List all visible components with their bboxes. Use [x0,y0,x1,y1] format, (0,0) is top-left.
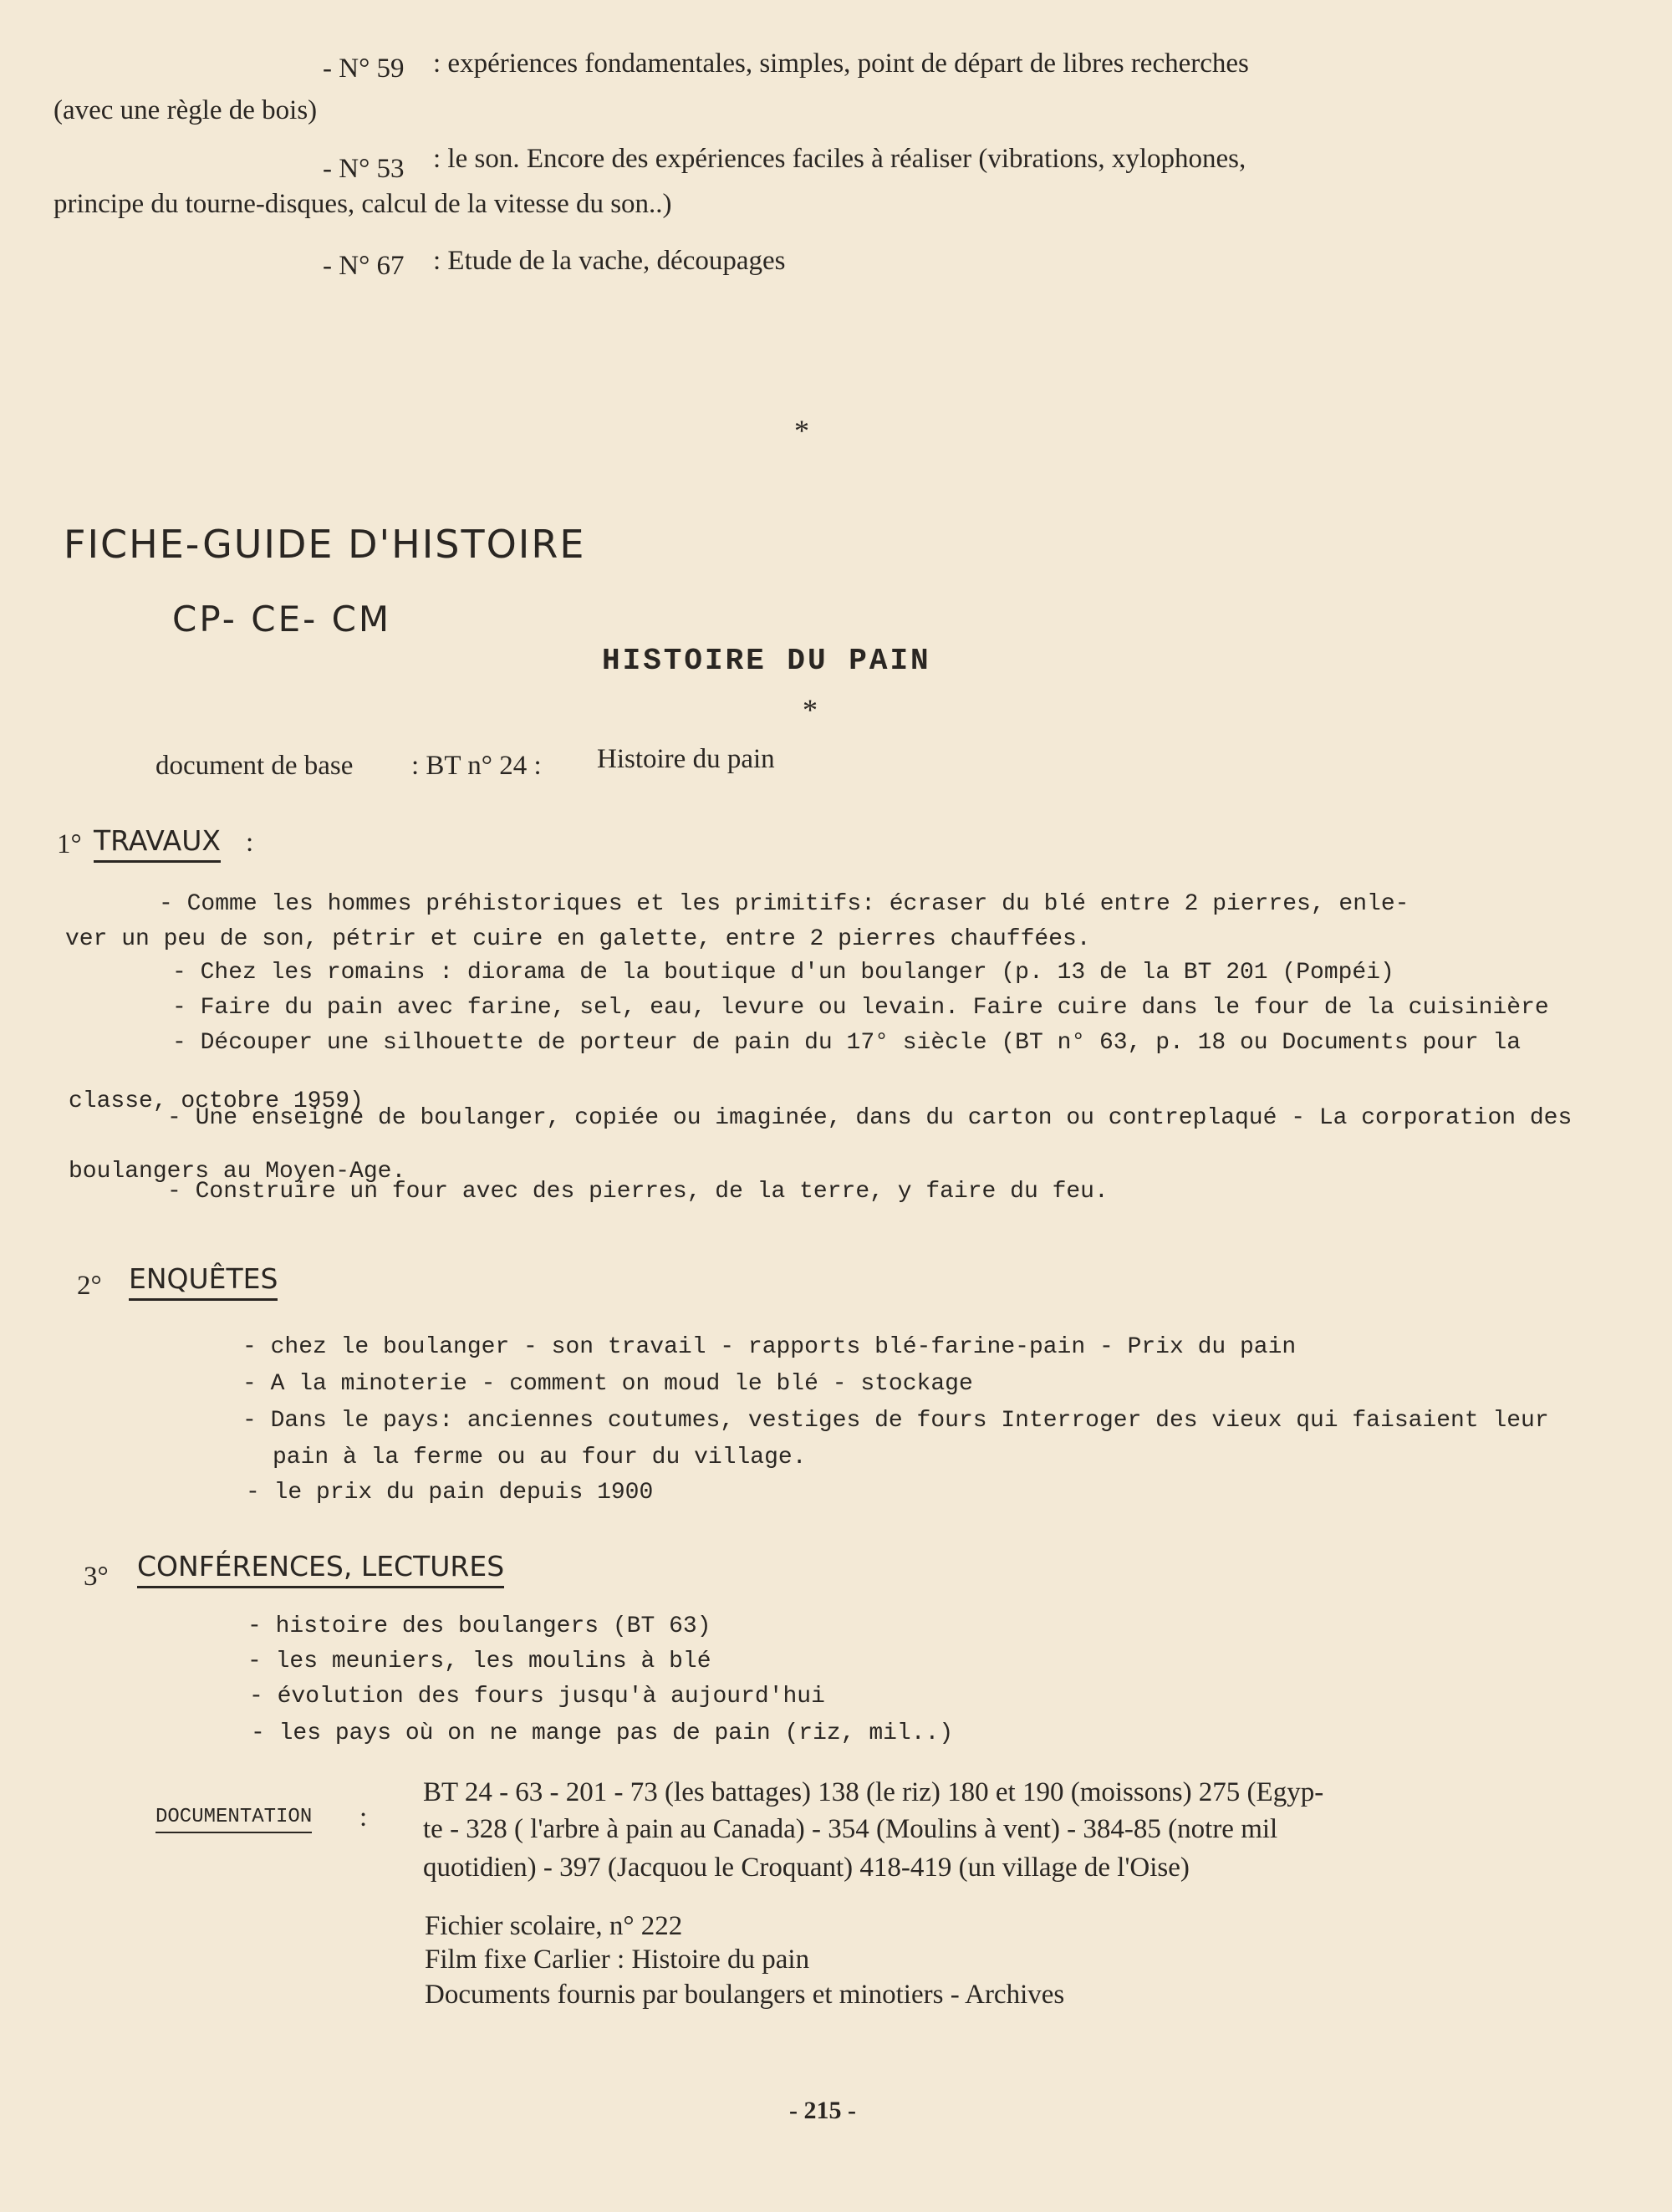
travaux-line: classe, octobre 1959) [69,1088,364,1114]
travaux-line: - Comme les hommes préhistoriques et les primitifs: écraser du blé entre 2 pierres, enle- [159,891,1409,917]
separator-star: * [794,414,809,447]
base-document-ref: : BT n° 24 : [411,751,542,781]
item-67-num: - N° 67 [323,251,405,281]
enquetes-line: - le prix du pain depuis 1900 [246,1480,654,1506]
enquetes-line: - A la minoterie - comment on moud le blé - stockage [242,1371,973,1397]
section-travaux-suffix: : [246,828,254,858]
section-enquetes-heading: ENQUÊTES [129,1262,278,1301]
item-59-num: - N° 59 [323,54,405,84]
item-53-cont: principe du tourne-disques, calcul de la vitesse du son..) [54,189,672,219]
conferences-line: - les pays où on ne mange pas de pain (riz, mil..) [251,1720,954,1746]
item-67-text: : Etude de la vache, découpages [433,246,786,276]
main-title: HISTOIRE DU PAIN [602,644,931,678]
base-document-label: document de base [155,751,354,781]
section-travaux-num: 1° [57,829,82,859]
conferences-line: - histoire des boulangers (BT 63) [247,1613,711,1639]
documentation-line: quotidien) - 397 (Jacquou le Croquant) 418-419 (un village de l'Oise) [423,1853,1190,1883]
section-conferences-num: 3° [84,1562,109,1592]
documentation-line: te - 328 ( l'arbre à pain au Canada) - 354 (Moulins à vent) - 384-85 (notre mil [423,1814,1278,1844]
documentation-line: Documents fournis par boulangers et minotiers - Archives [425,1980,1065,2010]
item-53-num: - N° 53 [323,154,405,184]
item-59-cont: (avec une règle de bois) [54,95,318,125]
section-travaux-heading: TRAVAUX [94,824,221,863]
conferences-line: - les meuniers, les moulins à blé [247,1649,711,1674]
section-conferences-heading: CONFÉRENCES, LECTURES [137,1550,504,1588]
conferences-line: - évolution des fours jusqu'à aujourd'hui [249,1684,825,1710]
fiche-title: FICHE-GUIDE D'HISTOIRE [64,522,586,567]
documentation-line: BT 24 - 63 - 201 - 73 (les battages) 138 (le riz) 180 et 190 (moissons) 275 (Egyp- [423,1777,1324,1807]
item-53-text: : le son. Encore des expériences faciles à réaliser (vibrations, xylophones, [433,144,1246,174]
travaux-line: - Une enseigne de boulanger, copiée ou imaginée, dans du carton ou contreplaqué - La corporation des [167,1105,1573,1131]
enquetes-line: pain à la ferme ou au four du village. [273,1445,807,1470]
travaux-line: - Découper une silhouette de porteur de pain du 17° siècle (BT n° 63, p. 18 ou Documents pour la [172,1030,1522,1056]
travaux-line: - Faire du pain avec farine, sel, eau, levure ou levain. Faire cuire dans le four de la cuisinière [172,995,1549,1021]
base-document-title: Histoire du pain [597,744,775,774]
enquetes-line: - Dans le pays: anciennes coutumes, vestiges de fours Interroger des vieux qui faisaient leur [242,1408,1549,1434]
page-number: - 215 - [789,2097,856,2124]
section-enquetes-num: 2° [77,1271,102,1301]
travaux-line: ver un peu de son, pétrir et cuire en galette, entre 2 pierres chauffées. [65,926,1091,952]
travaux-line: boulangers au Moyen-Age. [69,1159,406,1185]
title-star: * [803,693,818,726]
item-59-text: : expériences fondamentales, simples, point de départ de libres recherches [433,48,1249,79]
documentation-label: DOCUMENTATION [155,1806,312,1833]
documentation-colon: : [359,1802,368,1832]
documentation-line: Film fixe Carlier : Histoire du pain [425,1944,810,1975]
documentation-line: Fichier scolaire, n° 222 [425,1911,683,1941]
travaux-line: - Chez les romains : diorama de la boutique d'un boulanger (p. 13 de la BT 201 (Pompéi) [172,960,1394,986]
travaux-line: - Construire un four avec des pierres, de la terre, y faire du feu. [167,1179,1109,1205]
fiche-levels: CP- CE- CM [172,599,392,640]
enquetes-line: - chez le boulanger - son travail - rapports blé-farine-pain - Prix du pain [242,1334,1297,1360]
